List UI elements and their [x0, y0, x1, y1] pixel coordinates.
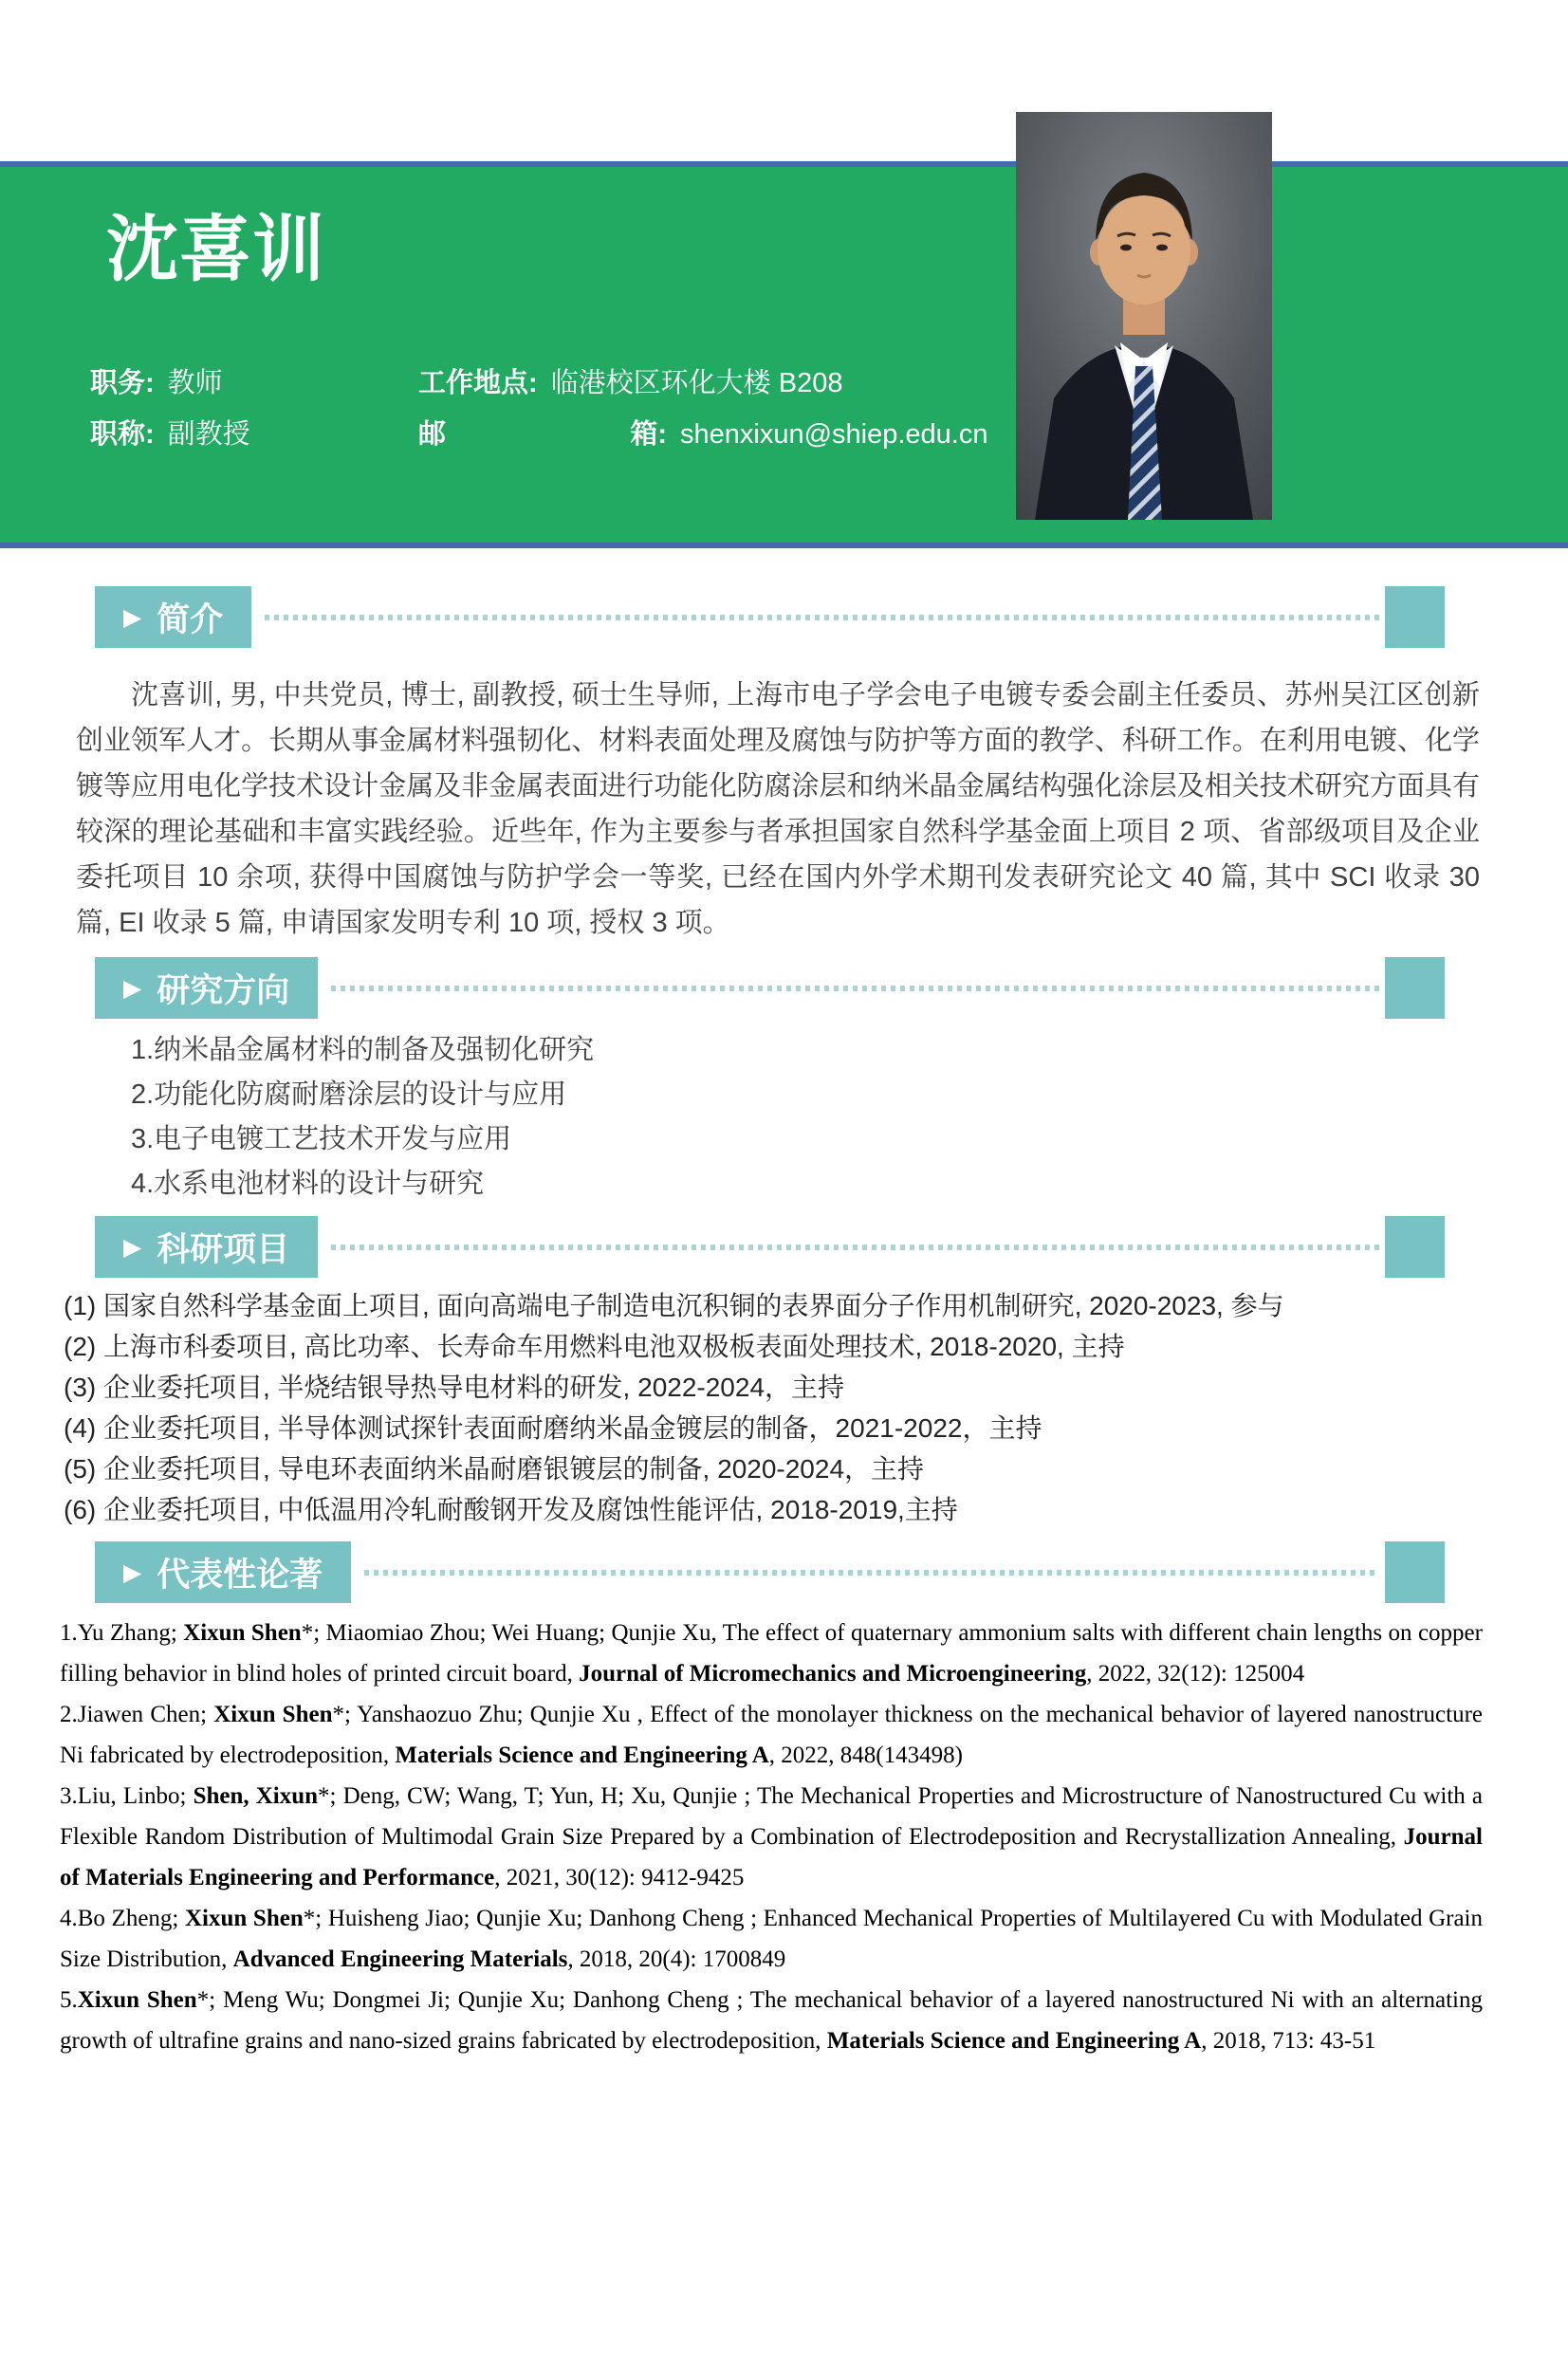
section-title: 简介 — [157, 600, 224, 638]
profile-banner — [0, 161, 1568, 548]
publication-item: 3.Liu, Linbo; Shen, Xixun*; Deng, CW; Wang, T; Yun, H; Xu, Qunjie ; The Mechanical Properties and Microstructure of Nanostructured Cu with a Flexible Random Distribution of Multimodal Grain Size Prepared by a Combination of Electrodeposition and Recrystallization Annealing, Journal of Materials Engineering and Performance, 2021, 30(12): 9412-9425 — [60, 1783, 1483, 1890]
play-triangle-icon: ▶ — [123, 604, 142, 631]
section-title-box — [95, 957, 318, 1019]
project-item: (5) 企业委托项目, 导电环表面纳米晶耐磨银镀层的制备, 2020-2024，主持 — [64, 1454, 925, 1484]
position-row — [90, 368, 418, 398]
section-title: 研究方向 — [157, 971, 290, 1009]
position-value: 教师 — [167, 368, 223, 398]
publication-item: 1.Yu Zhang; Xixun Shen*; Miaomiao Zhou; Wei Huang; Qunjie Xu, The effect of quaternary ammonium salts with different chain lengths on copper filling behavior in blind holes of printed circuit board, Journal of Micromechanics and Microengineering, 2022, 32(12): 125004 — [60, 1620, 1483, 1687]
section-header-research — [95, 957, 1445, 1019]
teal-square — [1385, 1216, 1445, 1278]
play-triangle-icon: ▶ — [123, 1234, 142, 1261]
section-publications — [0, 1541, 1568, 2061]
project-item: (2) 上海市科委项目, 高比功率、长寿命车用燃料电池双极板表面处理技术, 2018-2020, 主持 — [64, 1332, 1125, 1361]
research-direction-item: 2.功能化防腐耐磨涂层的设计与应用 — [131, 1079, 567, 1110]
publication-item: 5.Xixun Shen*; Meng Wu; Dongmei Ji; Qunjie Xu; Danhong Cheng ; The mechanical behavior of a layered nanostructured Ni with an alternating growth of ultrafine grains and nano-sized grains fabricated by electrodeposition, Materials Science and Engineering A, 2018, 713: 43-51 — [60, 1987, 1484, 2054]
location-label: 工作地点: — [418, 368, 538, 398]
section-research — [0, 957, 1568, 1207]
publication-item: 2.Jiawen Chen; Xixun Shen*; Yanshaozuo Zhu; Qunjie Xu , Effect of the monolayer thickness on the mechanical behavior of layered nanostructure Ni fabricated by electrodeposition, Materials Science and Engineering A, 2022, 848(143498) — [60, 1702, 1483, 1768]
email-value[interactable]: shenxixun@shiep.edu.cn — [680, 419, 988, 450]
contact-info — [90, 368, 987, 450]
publication-item: 4.Bo Zheng; Xixun Shen*; Huisheng Jiao; Qunjie Xu; Danhong Cheng ; Enhanced Mechanical Properties of Multilayered Cu with Modulated Grain Size Distribution, Advanced Engineering Materials, 2018, 20(4): 1700849 — [60, 1906, 1483, 1972]
project-item: (1) 国家自然科学基金面上项目, 面向高端电子制造电沉积铜的表界面分子作用机制研究, 2020-2023, 参与 — [64, 1291, 1284, 1320]
section-title: 代表性论著 — [157, 1556, 323, 1594]
intro-paragraph: 沈喜训, 男, 中共党员, 博士, 副教授, 硕士生导师, 上海市电子学会电子电镀专委会副主任委员、苏州吴江区创新创业领军人才。长期从事金属材料强韧化、材料表面处理及腐蚀与防护等方面的教学、科研工作。在利用电镀、化学镀等应用电化学技术设计金属及非金属表面进行功能化防腐涂层和纳米晶金属结构强化涂层及相关技术研究方面具有较深的理论基础和丰富实践经验。近些年, 作为主要参与者承担国家自然科学基金面上项目 2 项、省部级项目及企业委托项目 10 余项, 获得中国腐蚀与防护学会一等奖, 已经在国内外学术期刊发表研究论文 40 篇, 其中 SCI 收录 30 篇, EI 收录 5 篇, 申请国家发明专利 10 项, 授权 3 项。 — [76, 680, 1480, 938]
teal-square — [1385, 957, 1445, 1019]
section-title: 科研项目 — [157, 1230, 290, 1268]
project-item: (6) 企业委托项目, 中低温用冷轧耐酸钢开发及腐蚀性能评估, 2018-2019,主持 — [64, 1495, 958, 1524]
play-triangle-icon: ▶ — [123, 1559, 142, 1586]
section-projects — [0, 1216, 1568, 1530]
location-value: 临港校区环化大楼 B208 — [550, 368, 843, 398]
dotted-divider — [364, 1570, 1379, 1576]
research-direction-item: 1.纳米晶金属材料的制备及强韧化研究 — [131, 1035, 595, 1065]
dotted-divider — [331, 986, 1379, 991]
dotted-divider — [265, 615, 1379, 620]
position-label: 职务: — [90, 368, 155, 398]
research-direction-list — [131, 1028, 1568, 1207]
title-label: 职称: — [90, 419, 155, 450]
portrait-photo — [1016, 112, 1272, 520]
section-title-box — [95, 586, 251, 648]
email-label: 邮 箱: — [418, 419, 667, 450]
section-intro — [0, 586, 1568, 946]
title-row — [90, 419, 418, 450]
section-title-box — [95, 1541, 351, 1603]
dotted-divider — [331, 1245, 1379, 1250]
section-title-box — [95, 1216, 318, 1278]
section-header-publications — [95, 1541, 1445, 1603]
title-value: 副教授 — [167, 419, 250, 450]
play-triangle-icon: ▶ — [123, 975, 142, 1002]
section-header-projects — [95, 1216, 1445, 1278]
project-item: (4) 企业委托项目, 半导体测试探针表面耐磨纳米晶金镀层的制备，2021-2022，主持 — [64, 1413, 1042, 1443]
research-direction-item: 4.水系电池材料的设计与研究 — [131, 1169, 485, 1199]
faculty-profile-page — [0, 161, 1568, 2379]
publication-list — [60, 1613, 1483, 2061]
teal-square — [1385, 586, 1445, 648]
project-item: (3) 企业委托项目, 半烧结银导热导电材料的研发, 2022-2024，主持 — [64, 1373, 845, 1402]
location-row — [418, 368, 987, 398]
profile-name: 沈喜训 — [106, 210, 325, 290]
teal-square — [1385, 1541, 1445, 1603]
email-row — [418, 419, 987, 450]
project-list — [64, 1285, 1530, 1530]
research-direction-item: 3.电子电镀工艺技术开发与应用 — [131, 1124, 512, 1154]
section-header-intro — [95, 586, 1445, 648]
